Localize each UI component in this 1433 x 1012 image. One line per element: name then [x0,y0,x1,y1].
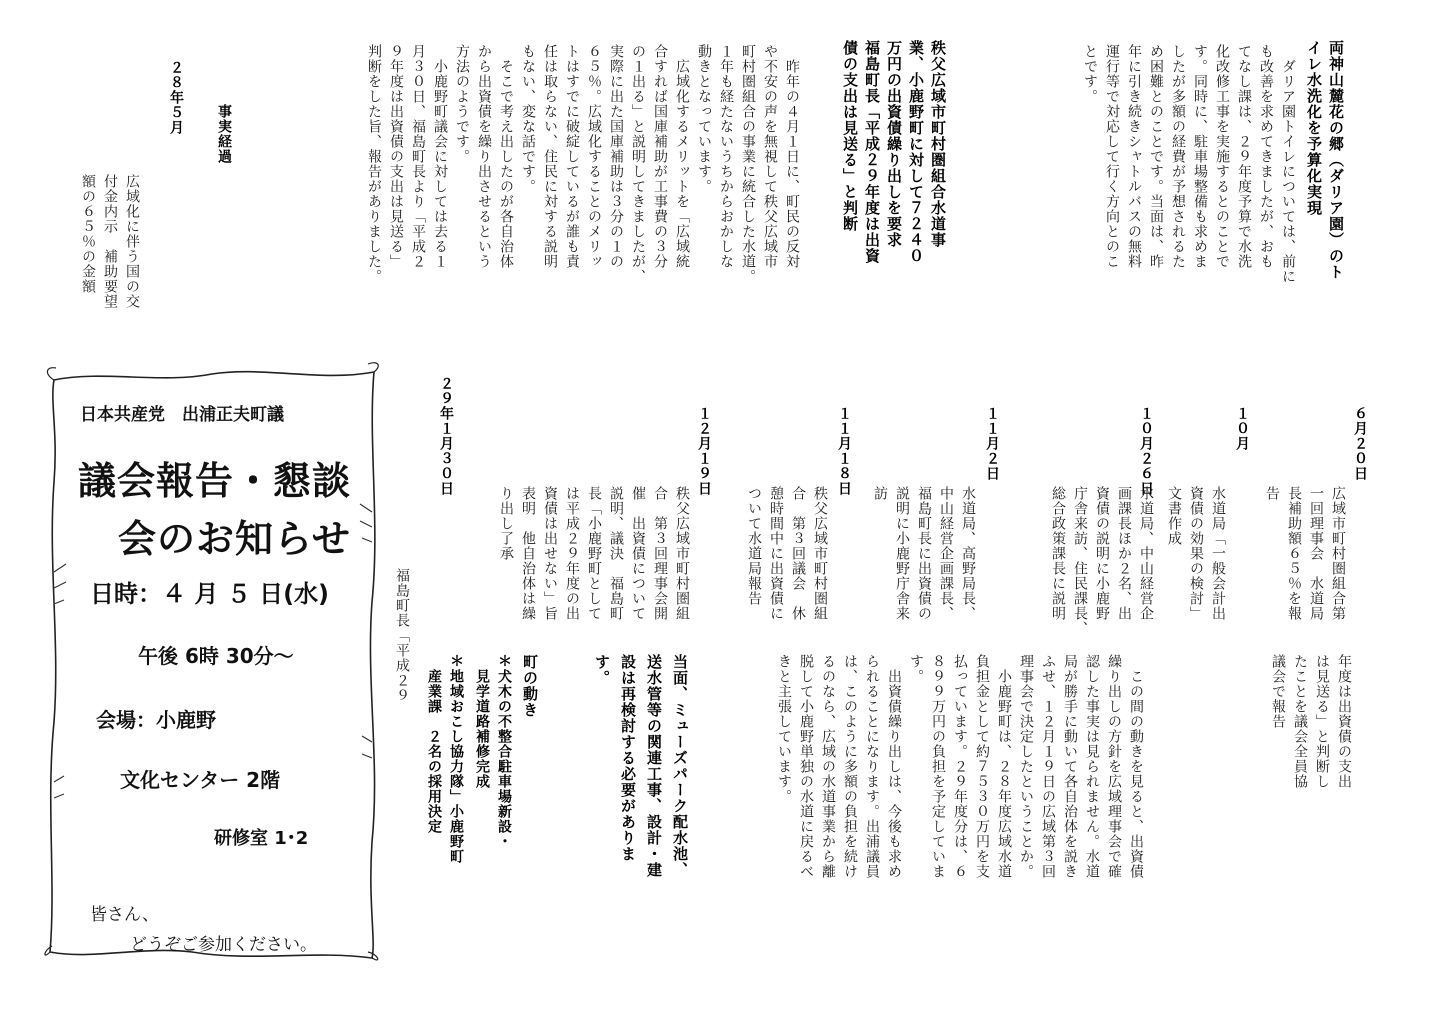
fact-line: 秩父広域市町村圏組 [674,486,690,621]
article2-line: ９年度は出資債の支出は見送る」 [388,44,404,269]
fact-line: 長補助額６５％を報 [1286,486,1302,621]
closing-line: 繰り出しの方針を広域理事会で確 [1106,654,1122,879]
article2-line: や不安の声を無視して秩父広域市 [762,44,778,269]
fact-date: １２月１９日 [696,406,712,496]
article2-closing [773,654,1147,879]
closing-line: ８９９万円の負担を予定していま [930,654,946,879]
fact-line: 総合政策課長に説明 [1050,486,1066,621]
fact-line: 告 [1264,486,1280,501]
article1-line: 運行等で対応して行く方向とのこ [1104,44,1120,269]
town-intro [589,654,693,878]
fact-line: 広域市町村圏組合第 [1330,486,1346,621]
article2-line: 昨年の４月１日に、町民の反対 [784,44,800,269]
fact-line: 合 第３回議会 休 [790,486,806,621]
fact-line: 説明、議決 福島町 [608,486,624,621]
notice-venue-line3: 研修室 1･2 [214,828,309,849]
closing-line: 出資債繰り出しは、今後も求め [886,654,902,879]
fact-line: 長「小鹿野町として [586,486,602,621]
fact-line: 福島町長「平成２９ [394,568,410,703]
article1-line: め困難とのことです。当面は、昨 [1148,44,1164,269]
article2-line: の１出る」と説明してきましたが、 [630,44,646,284]
article2-line: 動きとなっています。 [696,44,712,194]
fact-line: り出し了承 [498,486,514,561]
fact-date: １０月２６日 [1138,406,1154,496]
fact-line: 表明 他自治体は繰 [520,486,536,621]
town-news-item [423,654,467,864]
article2-line: もない、変な話です。 [520,44,536,194]
fact-line: 広域化に伴う国の交 [124,174,140,309]
closing-line: 払っています。２９年度分は、６ [952,654,968,879]
fact-line: 額の６５％の金額 [80,174,96,294]
article2-line: 方法のようです。 [454,44,470,164]
facts-title: 事実経過 [216,104,232,164]
article2-line: 月３０日、福島町長より「平成２ [410,44,426,269]
fact-line: 庁舎来訪、住民課長、 [1072,486,1088,636]
town-news-item-line: 産業課 ２名の採用決定 [426,654,442,834]
closing-line: 小鹿野町は、２８年度広域水道 [996,654,1012,879]
closing-line: 負担金として約７５３０万円を支 [974,654,990,879]
article1-title-line: 両神山麓花の郷（ダリア園）のト [1327,40,1345,280]
fact-date: ２８年５月 [168,60,184,135]
closing-line: るのなら、広域の水道事業から離 [820,654,836,879]
fact-body [391,568,413,703]
town-news-item-line: ＊地域おこし協力隊」小鹿野町 [448,654,464,864]
article2-line: トはすでに破綻しているが誰も責 [564,44,580,269]
closing-line: この間の動きを見ると、出資債 [1128,654,1144,879]
fact-line: 水道局「一般会計出 [1210,486,1226,621]
fact-body [495,486,693,621]
town-intro-line: 当面、ミューズパーク配水池、 [671,654,689,878]
closing-line: ふせ、１２月１９日の広域第３回 [1040,654,1056,879]
fact-line: は見送る」と判断し [1314,654,1330,789]
fact-line: 画課長ほか２名、出 [1116,486,1132,621]
notice-title-line1: 議会報告・懇談 [78,459,352,503]
fact-line: 文書作成 [1166,486,1182,546]
fact-body-cont [1267,654,1355,789]
fact-line: 福島町長に出資債の [916,486,932,621]
article2-line: ６５％。広域化することのメリッ [586,44,602,269]
fact-line: たことを議会全員協 [1292,654,1308,789]
fact-line: 資債は出せない」旨 [542,486,558,621]
fact-line: 水道局、中山経営企 [1138,486,1154,621]
notice-organizer: 日本共産党 出浦正夫町議 [80,405,284,425]
fact-line: 憩時間中に出資債に [768,486,784,621]
article2-title [839,40,949,264]
article1-title-line: イレ水洗化を予算化実現 [1305,40,1323,216]
town-intro-line: 送水管等の関連工事、設計・建 [645,654,663,878]
notice-venue: 会場：小鹿野 [96,708,216,732]
article1-line: も改善を求めてきましたが、おも [1258,44,1274,269]
fact-body [77,174,143,309]
town-intro-line: 設は再検討する必要がありま [619,654,637,862]
fact-line: 合 第３回理事会開 [652,486,668,621]
article2-line: から出資債を繰り出させるという [476,44,492,269]
fact-date: １０月 [1234,406,1250,451]
fact-line: 秩父広域市町村圏組 [812,486,828,621]
fact-line: 催 出資債について [630,486,646,621]
notice-title-line2: 会のお知らせ [118,517,351,561]
closing-line: 理事会で決定したということか。 [1018,654,1034,879]
fact-line: 説明に小鹿野庁舎来 [894,486,910,621]
article2-title-line: 万円の出資債繰り出しを要求 [885,40,903,248]
town-news-title: 町の動き [521,654,539,718]
town-news-item-line: 見学道路補修完成 [474,654,490,789]
fact-line: 一回理事会 水道局 [1308,486,1324,621]
fact-body [1163,486,1229,621]
fact-line: 付金内示 補助要望 [102,174,118,309]
fact-body [1047,486,1157,636]
town-news-item-line: ＊犬木の不整合駐車場新設・ [496,654,512,849]
notice-closing-line1: 皆さん、 [90,905,160,925]
article1-line: 化改修工事を実施するとのことで [1214,44,1230,269]
article2-title-line: 業、小鹿野町に対して７２４０ [907,40,925,264]
article2-line: 町村圏組合の事業に統合した水道。 [740,44,756,284]
closing-line: 認した事実は見られません。水道 [1084,654,1100,879]
fact-date: １１月１８日 [836,406,852,496]
article1-title [1303,40,1347,280]
closing-line: 脱して小鹿野単独の水道に戻るべ [798,654,814,879]
closing-line: は、このように多額の負担を続け [842,654,858,879]
article2-body [363,44,803,284]
notice-venue-line2: 文化センター 2階 [120,768,281,792]
fact-body [1261,486,1349,621]
notice-date: 日時：４ 月 ５ 日(水) [90,580,330,608]
fact-body [743,486,831,621]
article2-line: そこで考え出したのが各自治体 [498,44,514,269]
fact-line: 訪 [872,486,888,501]
fact-line: 年度は出資債の支出 [1336,654,1352,789]
fact-line: 水道局、高野局長、 [960,486,976,621]
article2-title-line: 秩父広域市町村圏組合水道事 [929,40,947,248]
fact-line: 資債の効果の検討」 [1188,486,1204,621]
article1-line: てなし課は、２９年度予算で水洗 [1236,44,1252,269]
fact-line: 中山経営企画課長、 [938,486,954,621]
article2-line: 小鹿野町議会に対しては去る１ [432,44,448,269]
article2-title-line: 債の支出は見送る」と判断 [841,40,859,232]
article2-line: 判断をした旨、報告がありました。 [366,44,382,284]
fact-line: 議会で報告 [1270,654,1286,729]
fact-body [869,486,979,621]
closing-line: す。 [908,654,924,684]
meeting-notice [42,362,382,964]
article2-line: 実際に出た国庫補助は３分の１の [608,44,624,269]
article2-title-line: 福島町長「平成２９年度は出資 [863,40,881,264]
article1-line: ダリア園トイレについては、前に [1280,44,1296,284]
fact-line: ついて水道局報告 [746,486,762,606]
article1-line: 年に引き続きシャトルバスの無料 [1126,44,1142,269]
article1-body [1079,44,1299,284]
article2-line: 広域化するメリットを「広域統 [674,44,690,269]
article2-line: １年も経たないうちからおかしな [718,44,734,269]
fact-line: は平成２９年度の出 [564,486,580,621]
fact-line: 資債の説明に小鹿野 [1094,486,1110,621]
article1-line: とです。 [1082,44,1098,104]
notice-closing-line2: どうぞご参加ください。 [130,935,317,955]
closing-line: られることになります。出浦議員 [864,654,880,879]
article2-line: 合すれば国庫補助が工事費の３分 [652,44,668,269]
fact-date: ６月２０日 [1352,406,1368,481]
closing-line: 局が勝手に動いて各自治体を説き [1062,654,1078,879]
town-intro-line: す。 [593,654,611,686]
notice-time: 午後 6時 30分～ [138,644,294,668]
article1-line: したが多額の経費が予想されるた [1170,44,1186,269]
article1-line: す。同時に、駐車場整備も求めま [1192,44,1208,269]
article2-line: 任は取らない、住民に対する説明 [542,44,558,269]
town-news-item [471,654,515,849]
fact-date: １１月２日 [984,406,1000,481]
fact-date: ２９年１月３０日 [438,376,454,496]
closing-line: きと主張しています。 [776,654,792,804]
